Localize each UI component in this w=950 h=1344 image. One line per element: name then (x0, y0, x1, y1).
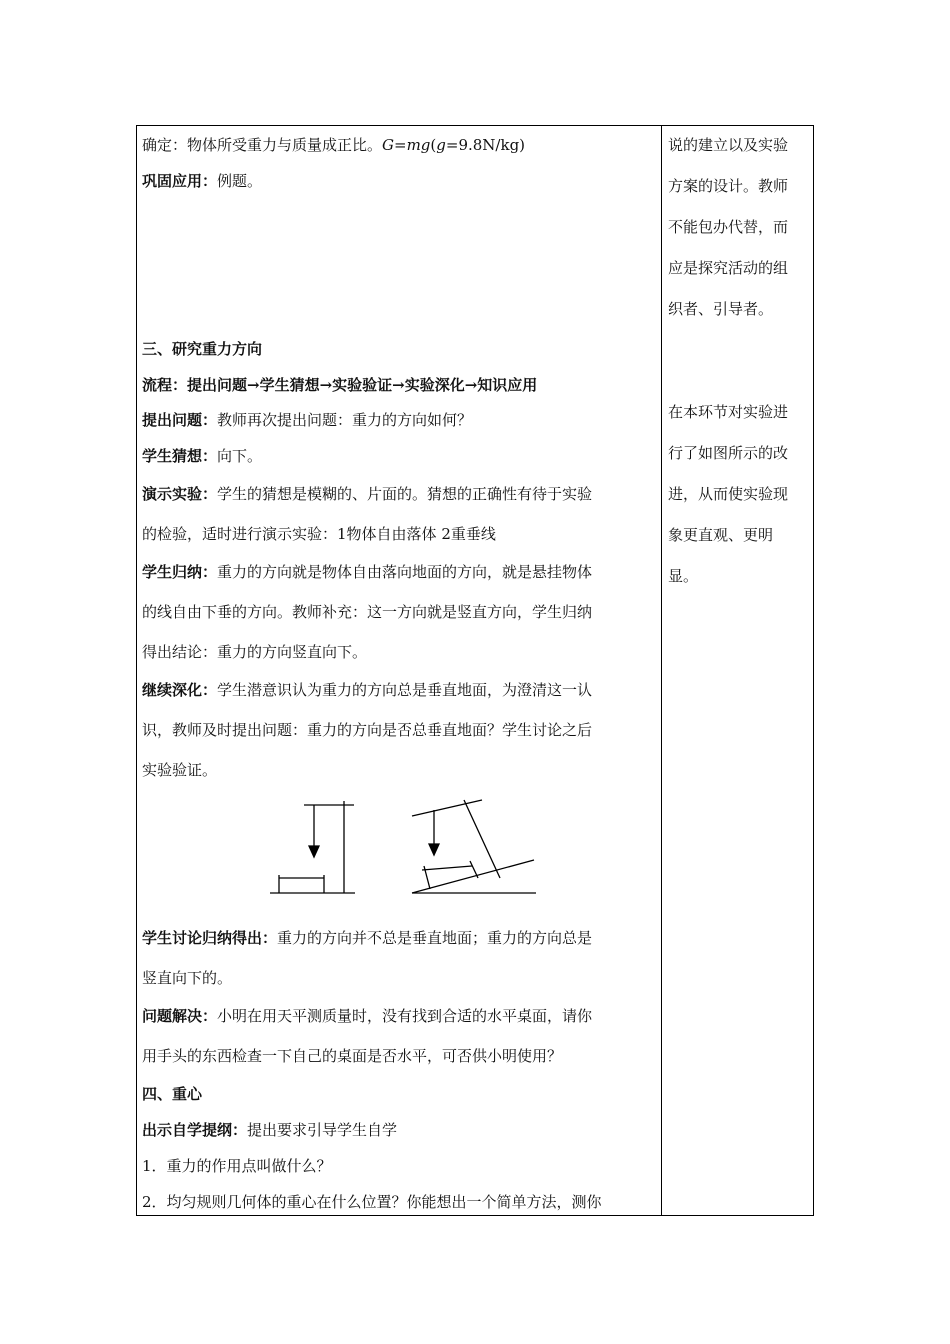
text-line (142, 1119, 397, 1141)
line-text: 例题。 (217, 172, 263, 190)
tilted-plumb-arrowhead (429, 844, 439, 855)
text-line: 2．均匀规则几何体的重心在什么位置？你能想出一个简单方法，测你 (142, 1193, 602, 1211)
note-line: 应是探究活动的组 (668, 259, 789, 277)
formula-symbol: g (436, 136, 446, 154)
formula-symbol: mg (406, 136, 431, 154)
line-heading: 继续深化： (142, 681, 218, 699)
line-heading: 巩固应用： (142, 172, 218, 190)
section-heading: 四、重心 (142, 1085, 203, 1103)
text-line (142, 679, 592, 701)
gravity-direction-diagram (264, 798, 546, 908)
text-line: 1．重力的作用点叫做什么？ (142, 1157, 332, 1175)
lesson-plan-table (136, 125, 814, 1216)
column-divider (661, 126, 662, 1215)
text-segment: =9.8N/kg) (445, 136, 526, 154)
line-text: 重力的方向并不总是垂直地面；重力的方向总是 (277, 929, 593, 947)
line-heading: 演示实验： (142, 485, 218, 503)
line-heading: 提出问题： (142, 411, 218, 429)
flow-heading: 流程：提出问题→学生猜想→实验验证→实验深化→知识应用 (142, 376, 538, 394)
formula-symbol: G (382, 136, 394, 154)
line-text: 教师再次提出问题：重力的方向如何？ (217, 411, 473, 429)
plumb-arrowhead (309, 846, 319, 857)
note-line: 说的建立以及实验 (668, 136, 789, 154)
note-line: 显。 (668, 567, 699, 585)
text-line (142, 561, 592, 583)
note-line: 行了如图所示的改 (668, 444, 789, 462)
text-line (142, 1005, 592, 1027)
text-line (142, 134, 525, 156)
line-heading: 学生猜想： (142, 447, 218, 465)
line-text: 小明在用天平测质量时，没有找到合适的水平桌面，请你 (217, 1007, 593, 1025)
text-segment: ( (430, 136, 437, 154)
text-line: 实验验证。 (142, 761, 218, 779)
note-line: 象更直观、更明 (668, 526, 774, 544)
note-line: 在本环节对实验进 (668, 403, 789, 421)
text-line: 的线自由下垂的方向。教师补充：这一方向就是竖直方向，学生归纳 (142, 603, 593, 621)
note-line: 进，从而使实验现 (668, 485, 789, 503)
line-text: 学生的猜想是模糊的、片面的。猜想的正确性有待于实验 (217, 485, 593, 503)
text-line: 用手头的东西检查一下自己的桌面是否水平，可否供小明使用？ (142, 1047, 563, 1065)
text-line: 识，教师及时提出问题：重力的方向是否总垂直地面？学生讨论之后 (142, 721, 593, 739)
tilted-tray-top (422, 866, 472, 870)
line-text: 向下。 (217, 447, 263, 465)
note-line: 不能包办代替，而 (668, 218, 789, 236)
note-line: 方案的设计。教师 (668, 177, 789, 195)
text-line (142, 409, 472, 431)
text-line: 的检验，适时进行演示实验：1物体自由落体 2重垂线 (142, 525, 496, 543)
text-line: 竖直向下的。 (142, 969, 233, 987)
line-text: 学生潜意识认为重力的方向总是垂直地面，为澄清这一认 (217, 681, 593, 699)
text-segment: = (394, 136, 407, 154)
line-text: 提出要求引导学生自学 (247, 1121, 398, 1139)
tilted-tray-right (470, 861, 478, 878)
text-line (142, 927, 592, 949)
line-heading: 问题解决： (142, 1007, 218, 1025)
note-line: 织者、引导者。 (668, 300, 774, 318)
line-text: 重力的方向就是物体自由落向地面的方向，就是悬挂物体 (217, 563, 593, 581)
text-line (142, 170, 262, 192)
text-segment: 确定：物体所受重力与质量成正比。 (142, 136, 383, 154)
text-line (142, 483, 592, 505)
line-heading: 出示自学提纲： (142, 1121, 248, 1139)
line-heading: 学生归纳： (142, 563, 218, 581)
tilted-top-bar (412, 800, 482, 816)
section-heading: 三、研究重力方向 (142, 340, 263, 358)
text-line: 得出结论：重力的方向竖直向下。 (142, 643, 368, 661)
line-heading: 学生讨论归纳得出： (142, 929, 278, 947)
text-line (142, 445, 262, 467)
